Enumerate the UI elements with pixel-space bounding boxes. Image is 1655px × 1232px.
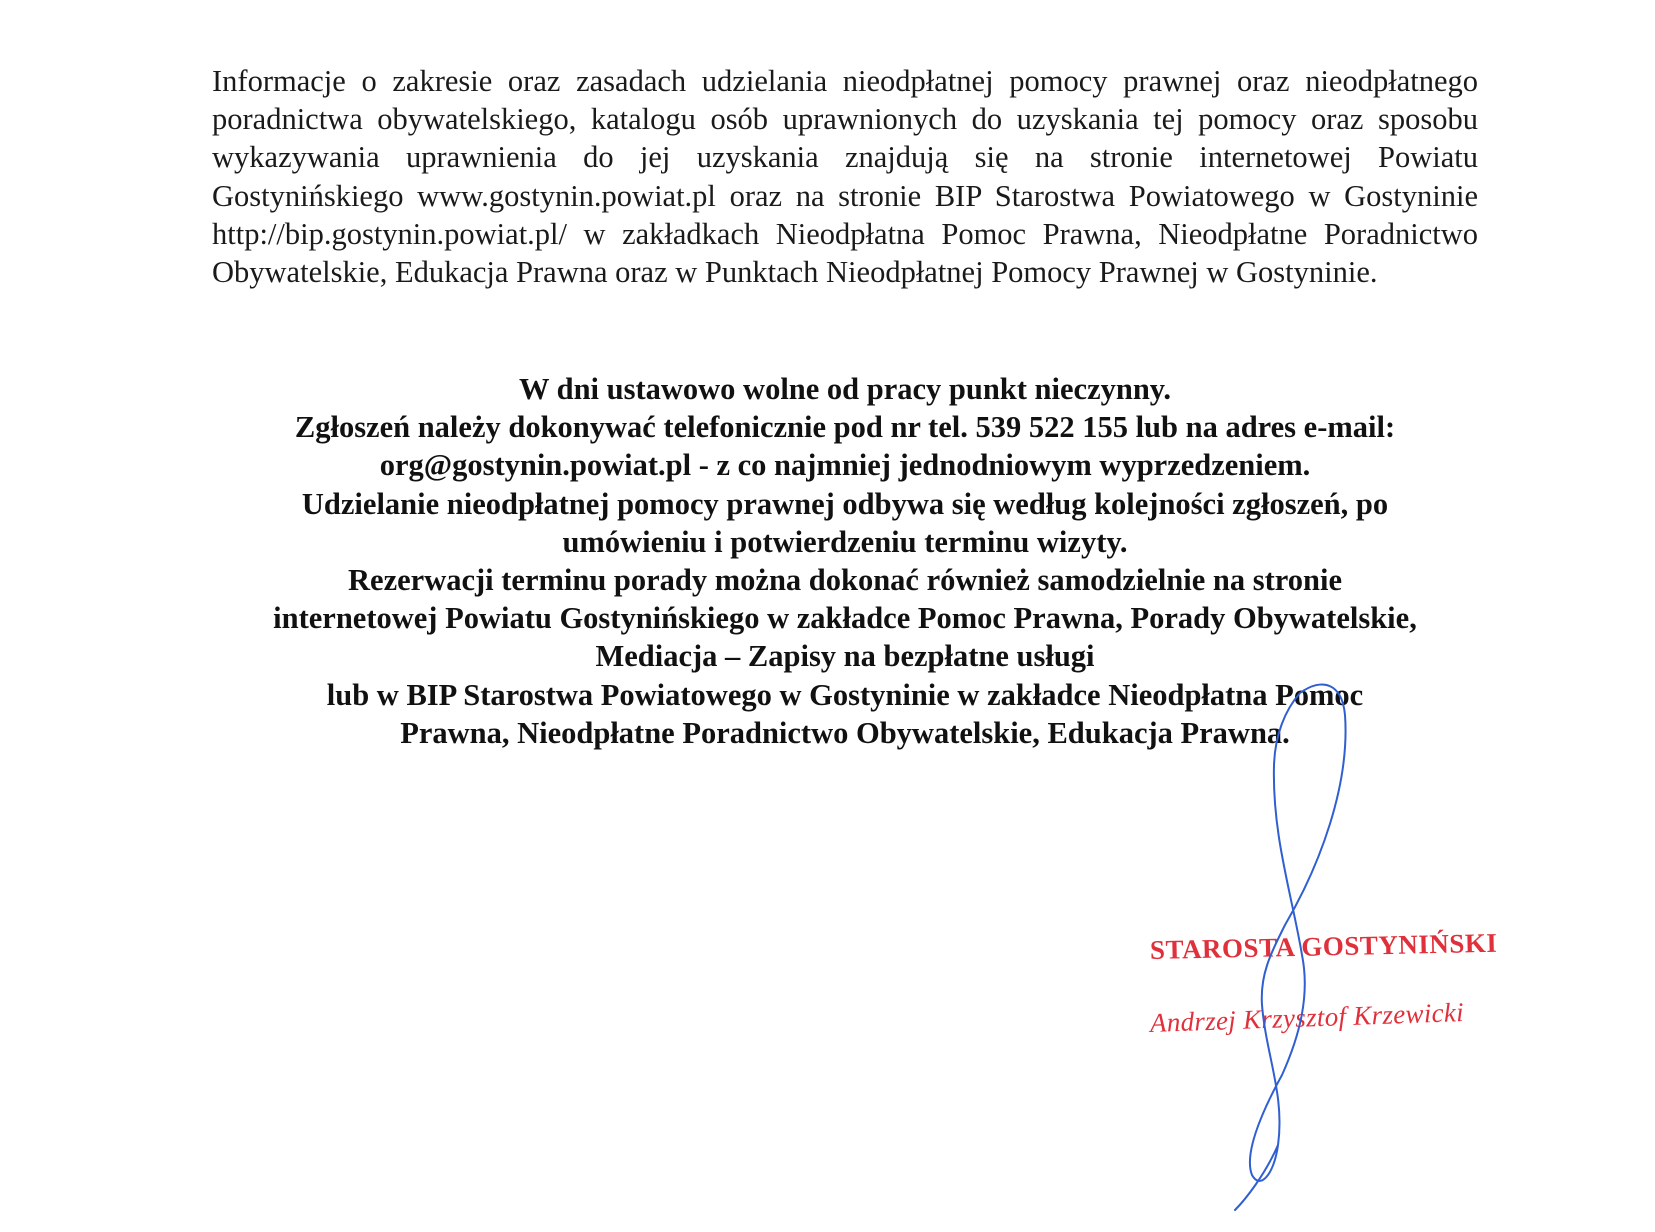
notice-line: Mediacja – Zapisy na bezpłatne usługi [595,639,1095,674]
stamp-title: STAROSTA GOSTYNIŃSKI [1149,927,1498,965]
notice-line: org@gostynin.powiat.pl - z co najmniej jednodniowym wyprzedzeniem. [379,448,1311,483]
notice-line: W dni ustawowo wolne od pracy punkt nieczynny. [519,372,1171,406]
notice-line: Zgłoszeń należy dokonywać telefonicznie pod nr tel. 539 522 155 lub na adres e-mail: [294,410,1396,445]
notice-line: umówieniu i potwierdzeniu terminu wizyty. [562,524,1128,559]
handwritten-signature [1230,675,1430,1215]
notice-line: Rezerwacji terminu porady można dokonać również samodzielnie na stronie [348,563,1342,598]
signature-stroke [1235,684,1346,1210]
intro-paragraph: Informacje o zakresie oraz zasadach udzielania nieodpłatnej pomocy prawnej oraz nieodpłatnego poradnictwa obywatelskiego, katalogu osób uprawnionych do uzyskania tej pomocy oraz sposobu wykazywania uprawnienia do jej uzyskania znajdują się na stronie internetowej Powiatu Gostynińskiego www.gostynin.powiat.pl oraz na stronie BIP Starostwa Powiatowego w Gostyninie http://bip.gostynin.powiat.pl/ w zakładkach Nieodpłatna Pomoc Prawna, Nieodpłatne Poradnictwo Obywatelskie, Edukacja Prawna oraz w Punktach Nieodpłatnej Pomocy Prawnej w Gostyninie. [212,64,1478,290]
notice-line: Prawna, Nieodpłatne Poradnictwo Obywatelskie, Edukacja Prawna. [400,715,1290,750]
stamp-name: Andrzej Krzysztof Krzewicki [1149,997,1465,1038]
notice-line: Udzielanie nieodpłatnej pomocy prawnej odbywa się według kolejności zgłoszeń, po [301,486,1389,521]
notice-line: lub w BIP Starostwa Powiatowego w Gostyninie w zakładce Nieodpłatna Pomoc [326,677,1364,712]
notice-line: internetowej Powiatu Gostynińskiego w zakładce Pomoc Prawna, Porady Obywatelskie, [273,601,1417,636]
